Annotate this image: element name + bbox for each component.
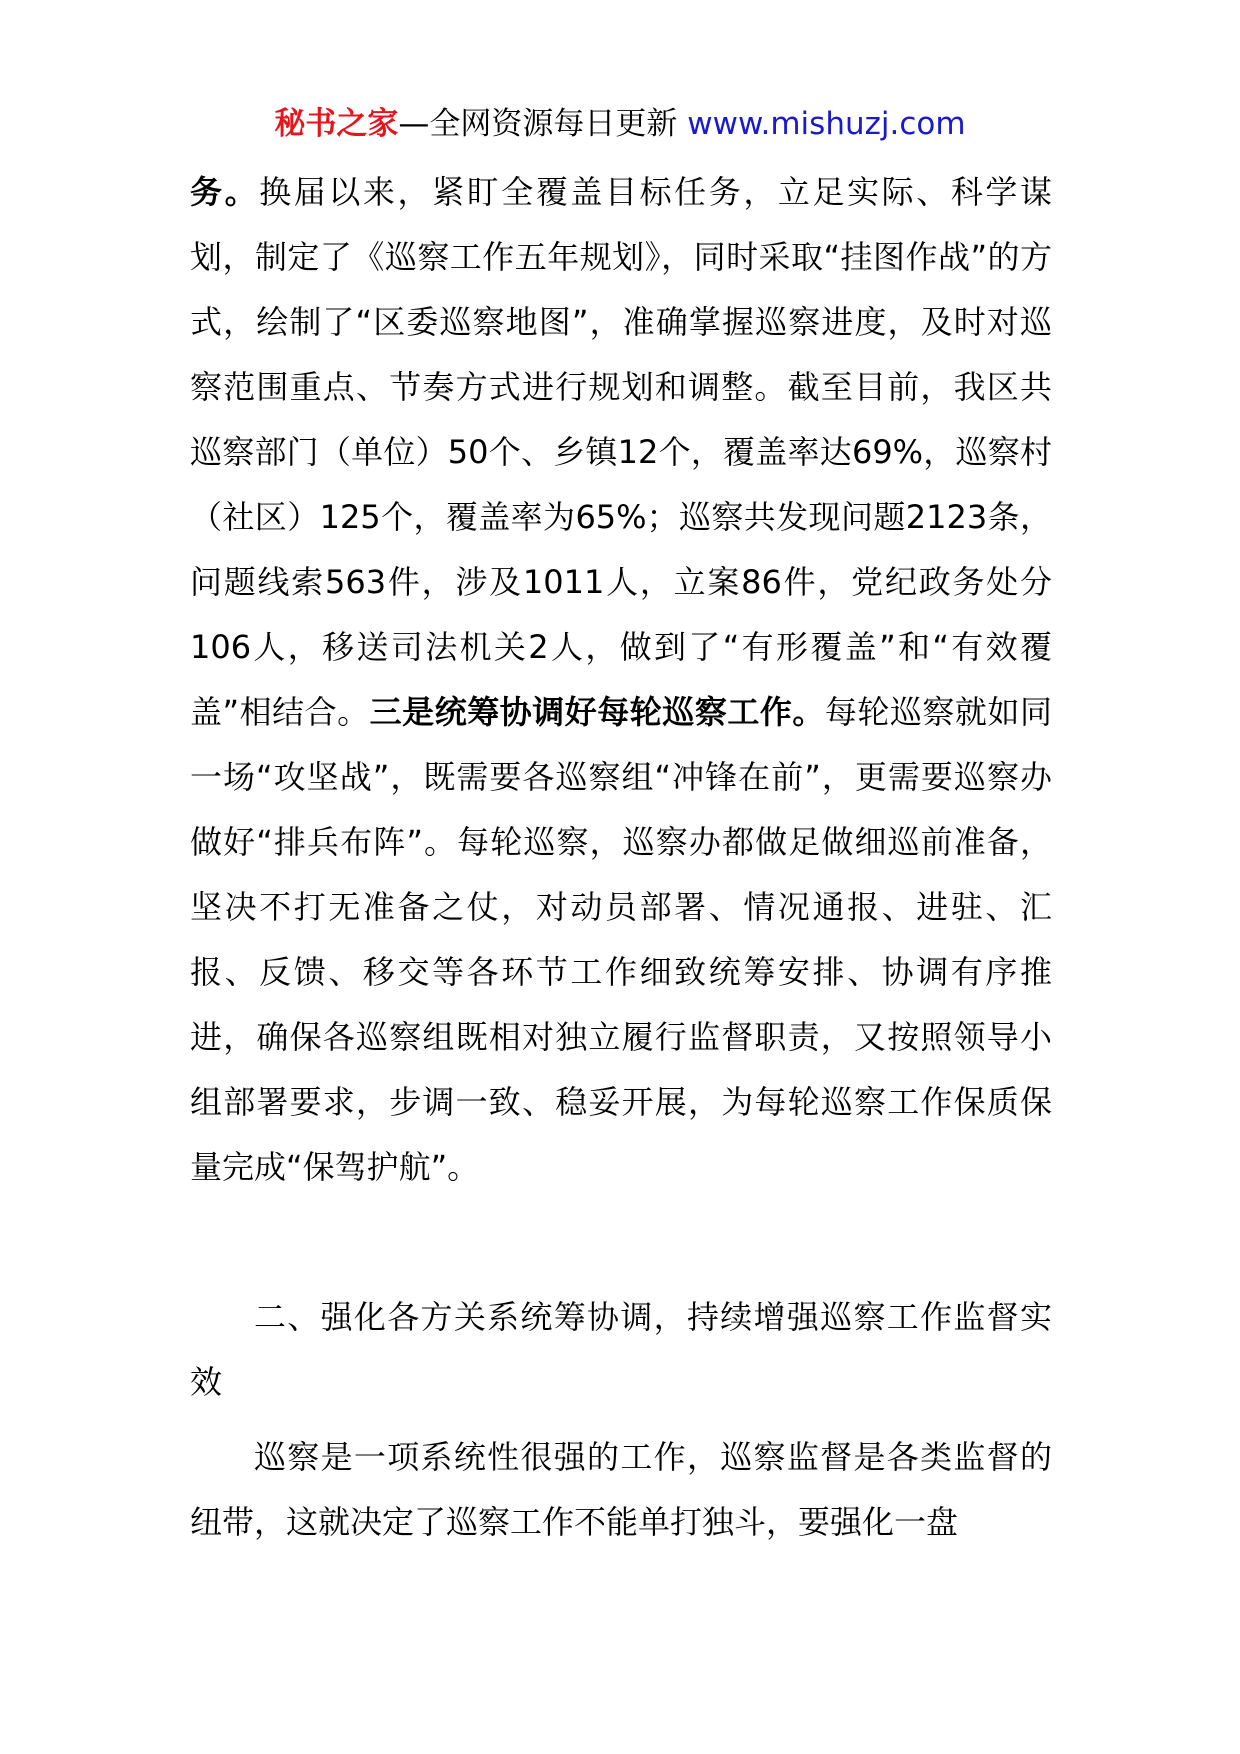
document-body [190, 160, 1052, 1200]
site-header [0, 104, 1240, 144]
paragraph-1-text-a: 换届以来，紧盯全覆盖目标任务，立足实际、科学谋划，制定了《巡察工作五年规划》，同时采取“挂图作战”的方式，绘制了“区委巡察地图”，准确掌握巡察进度，及时对巡察范围重点、节奏方式进行规划和调整。截至目前，我区共巡察部门（单位）50个、乡镇12个，覆盖率达69%，巡察村（社区）125个，覆盖率为65%；巡察共发现问题2123条，问题线索563件，涉及1011人，立案86件，党纪政务处分106人，移送司法机关2人，做到了“有形覆盖”和“有效覆盖”相结合。 [190, 173, 1052, 731]
header-tagline: —全网资源每日更新 [398, 106, 688, 142]
site-url-link[interactable]: www.mishuzj.com [687, 106, 966, 142]
paragraph-1 [190, 160, 1052, 1200]
lead-bold-text: 务。 [190, 173, 260, 211]
point-three-heading: 三是统筹协调好每轮巡察工作。 [369, 693, 825, 731]
brand-name: 秘书之家 [274, 106, 399, 142]
section-2-heading: 二、强化各方关系统筹协调，持续增强巡察工作监督实效 [190, 1298, 1052, 1401]
paragraph-1-text-b: 每轮巡察就如同一场“攻坚战”，既需要各巡察组“冲锋在前”，更需要巡察办做好“排兵布阵”。每轮巡察，巡察办都做足做细巡前准备，坚决不打无准备之仗，对动员部署、情况通报、进驻、汇报、反馈、移交等各环节工作细致统筹安排、协调有序推进，确保各巡察组既相对独立履行监督职责，又按照领导小组部署要求，步调一致、稳妥开展，为每轮巡察工作保质保量完成“保驾护航”。 [190, 693, 1052, 1186]
section-2-paragraph: 巡察是一项系统性很强的工作，巡察监督是各类监督的纽带，这就决定了巡察工作不能单打独斗，要强化一盘 [190, 1438, 1052, 1541]
